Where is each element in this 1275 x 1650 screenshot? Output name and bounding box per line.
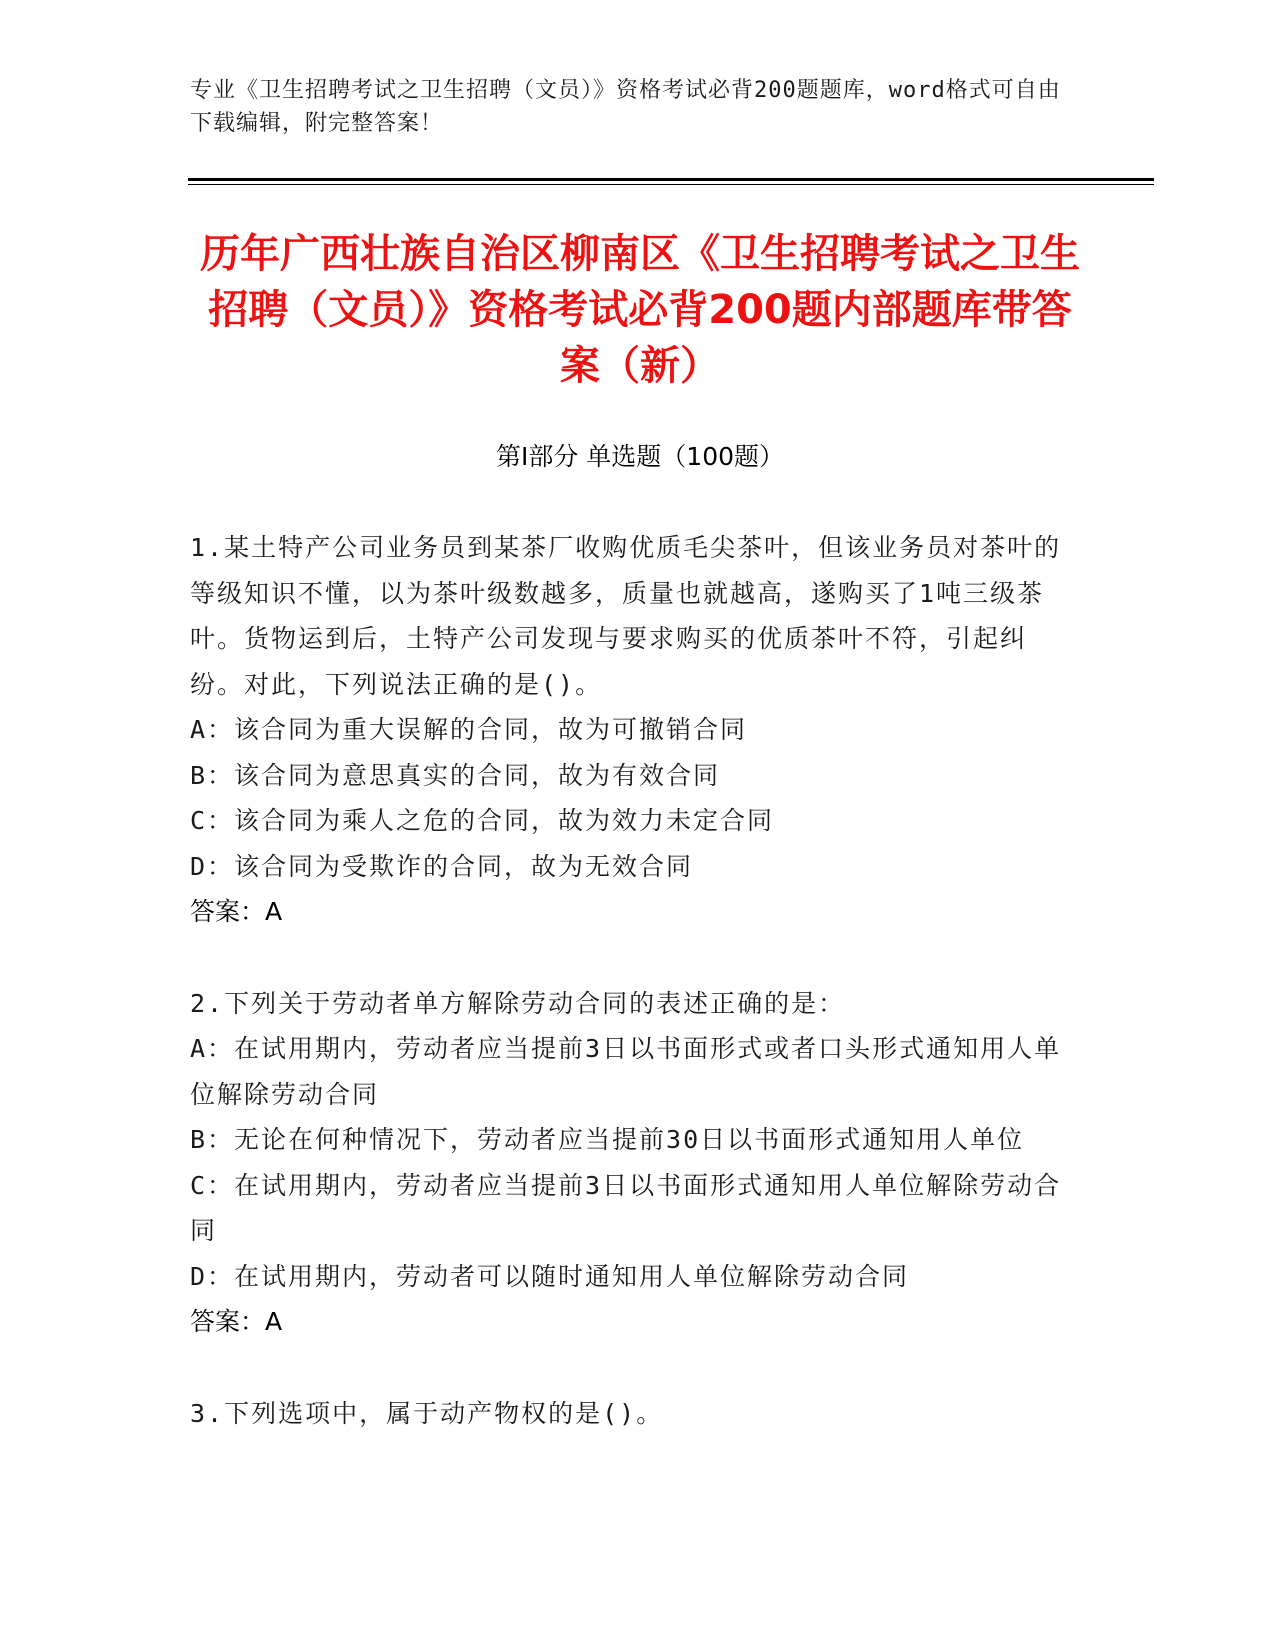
question-1 [190,525,1080,935]
header-note: 专业《卫生招聘考试之卫生招聘（文员）》资格考试必背200题题库，word格式可自由下载编辑，附完整答案！ [190,78,1061,136]
question-answer: 答案：A [190,1307,283,1336]
question-2 [190,981,1080,1345]
option-c: C：在试用期内，劳动者应当提前3日以书面形式通知用人单位解除劳动合同 [190,1170,1062,1245]
option-c: C：该合同为乘人之危的合同，故为效力未定合同 [190,806,775,835]
header-divider-thick [188,178,1154,181]
option-a: A：在试用期内，劳动者应当提前3日以书面形式或者口头形式通知用人单位解除劳动合同 [190,1034,1062,1109]
option-a: A：该合同为重大误解的合同，故为可撤销合同 [190,715,748,744]
document-title: 历年广西壮族自治区柳南区《卫生招聘考试之卫生招聘（文员）》资格考试必背200题内部题库带答案（新） [200,231,1080,389]
question-stem: 2.下列关于劳动者单方解除劳动合同的表述正确的是： [190,988,846,1018]
header-divider-thin [188,184,1154,185]
question-3 [190,1391,1080,1437]
question-stem: 1.某土特产公司业务员到某茶厂收购优质毛尖茶叶，但该业务员对茶叶的等级知识不懂，以为茶叶级数越多，质量也就越高，遂购买了1吨三级茶叶。货物运到后，土特产公司发现与要求购买的优质茶叶不符，引起纠纷。对此，下列说法正确的是()。 [190,533,1062,699]
question-stem: 3.下列选项中，属于动产物权的是()。 [190,1398,664,1428]
option-b: B：该合同为意思真实的合同，故为有效合同 [190,760,721,790]
option-d: D：该合同为受欺诈的合同，故为无效合同 [190,851,694,881]
question-answer: 答案：A [190,897,283,926]
section-heading: 第I部分 单选题（100题） [495,442,785,471]
question-list [190,525,1080,1482]
option-b: B：无论在何种情况下，劳动者应当提前30日以书面形式通知用人单位 [190,1125,1025,1154]
option-d: D：在试用期内，劳动者可以随时通知用人单位解除劳动合同 [190,1261,910,1291]
